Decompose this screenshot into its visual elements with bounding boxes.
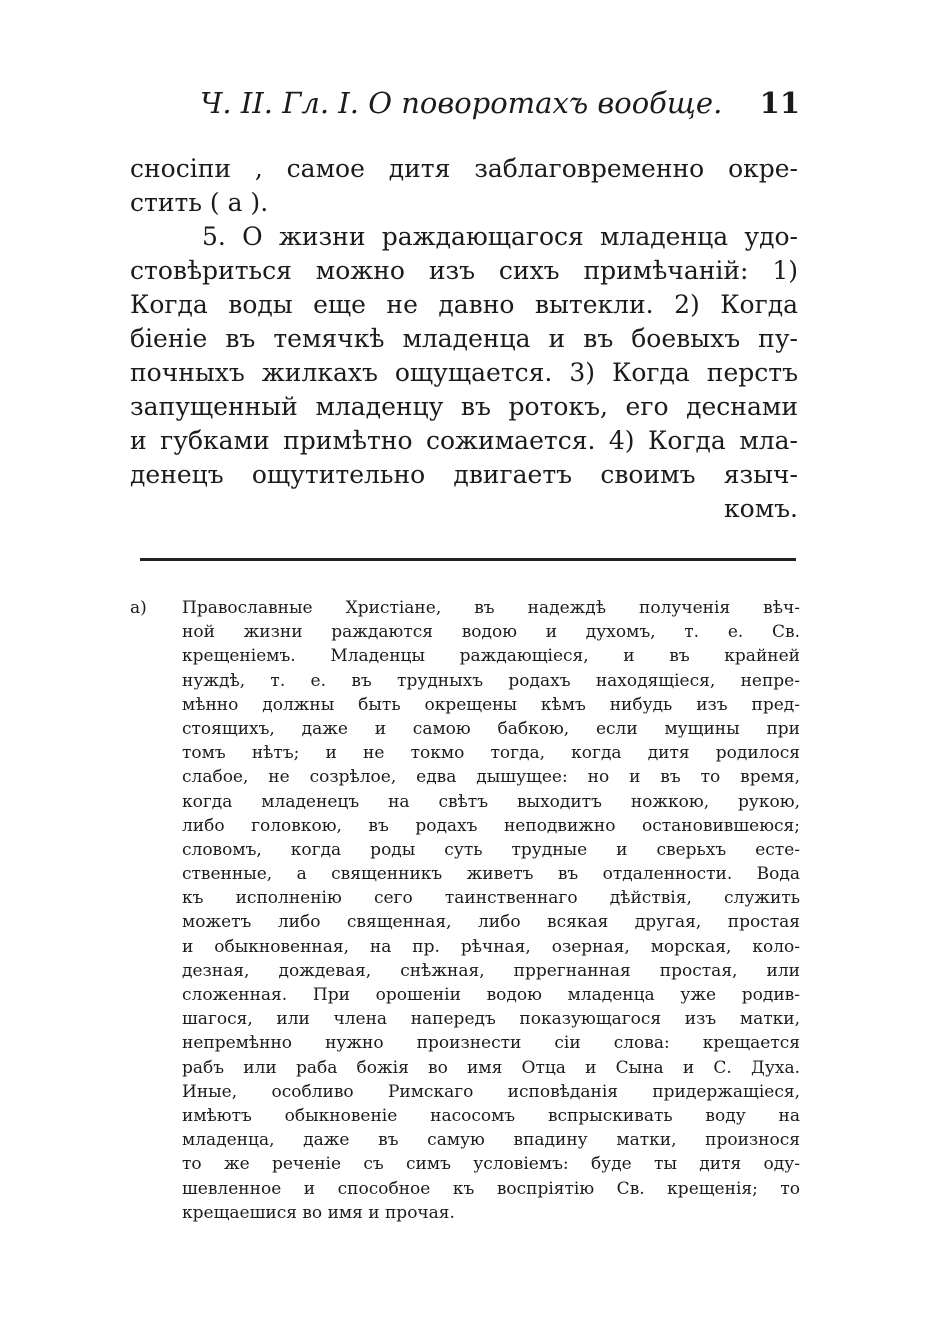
footnote-line: томъ нѣтъ; и не токмо тогда, когда дитя родилося [182, 743, 800, 764]
footnote-divider [140, 558, 796, 561]
footnote-line: крещеніемъ. Младенцы раждающіеся, и въ крайней [182, 646, 800, 667]
footnote-line: дезная, дождевая, снѣжная, пррегнанная простая, или [182, 960, 800, 981]
running-header [200, 86, 800, 136]
footnote-line: когда младенецъ на свѣтъ выходитъ ножкою, рукою, [182, 791, 800, 812]
footnote [130, 596, 800, 1225]
text-line: денецъ ощутительно двигаетъ своимъ языч- [130, 460, 798, 489]
text-line: почныхъ жилкахъ ощущается. 3) Когда перстъ [130, 358, 798, 387]
footnote-line: либо головкою, въ родахъ неподвижно остановившеюся; [182, 815, 800, 836]
footnote-line: непремѣнно нужно произнести сіи слова: крещается [182, 1033, 800, 1054]
text-line: Когда воды еще не давно вытекли. 2) Когда [130, 290, 798, 319]
footnote-line: можетъ либо священная, либо всякая другая, простая [182, 912, 800, 933]
text-line: запущенный младенцу въ ротокъ, его деснами [130, 392, 798, 421]
footnote-line: ственные, а священникъ живетъ въ отдаленности. Вода [182, 864, 800, 885]
text-line: стовѣриться можно изъ сихъ примѣчаній: 1) [130, 256, 798, 285]
footnote-line: шагося, или члена напередъ показующагося изъ матки, [182, 1009, 800, 1030]
footnote-line: мѣнно должны быть окрещены кѣмъ нибудь изъ пред- [182, 694, 800, 715]
catchword: комъ. [724, 494, 798, 523]
page-number: 11 [759, 86, 800, 120]
footnote-line: слабое, не созрѣлое, едва дышущее: но и въ то время, [182, 767, 800, 788]
main-text [130, 152, 798, 526]
footnote-line: рабъ или раба божія во имя Отца и Сына и С. Духа. [182, 1057, 800, 1078]
text-line: и губками примѣтно сожимается. 4) Когда мла- [130, 426, 798, 455]
text-line: 5. О жизни раждающагося младенца удо- [202, 222, 798, 251]
footnote-line: нуждѣ, т. е. въ трудныхъ родахъ находящіеся, непре- [182, 670, 800, 691]
footnote-line: младенца, даже въ самую впадину матки, произнося [182, 1130, 800, 1151]
footnote-line: сложенная. При орошеніи водою младенца уже родив- [182, 985, 800, 1005]
footnote-line: словомъ, когда роды суть трудные и сверьхъ есте- [182, 839, 800, 860]
text-line: біеніе въ темячкѣ младенца и въ боевыхъ пу- [130, 324, 798, 353]
footnote-marker: а) [130, 598, 147, 618]
footnote-line: ной жизни раждаются водою и духомъ, т. е. Св. [182, 622, 800, 643]
text-line: стить ( а ). [130, 188, 269, 217]
text-line: сносіпи , самое дитя заблаговременно окре- [130, 154, 798, 183]
footnote-line: и обыкновенная, на пр. рѣчная, озерная, морская, коло- [182, 936, 800, 957]
footnote-line: стоящихъ, даже и самою бабкою, если мущины при [182, 718, 800, 739]
chapter-title: Ч. II. Гл. I. О поворотахъ вообще. [200, 86, 723, 120]
footnote-line: шевленное и способное къ воспріятію Св. крещенія; то [182, 1178, 800, 1199]
footnote-line: Иные, особливо Римскаго исповѣданія придержащіеся, [182, 1081, 800, 1102]
footnote-line: имѣютъ обыкновеніе насосомъ вспрыскивать воду на [182, 1105, 800, 1126]
footnote-line: къ исполненію сего таинственнаго дѣйствія, служить [182, 888, 800, 909]
footnote-line: крещаешися во имя и прочая. [182, 1202, 455, 1223]
footnote-line: то же реченіе съ симъ условіемъ: буде ты дитя оду- [182, 1154, 800, 1175]
footnote-line: Православные Христіане, въ надеждѣ полученія вѣч- [182, 598, 800, 618]
